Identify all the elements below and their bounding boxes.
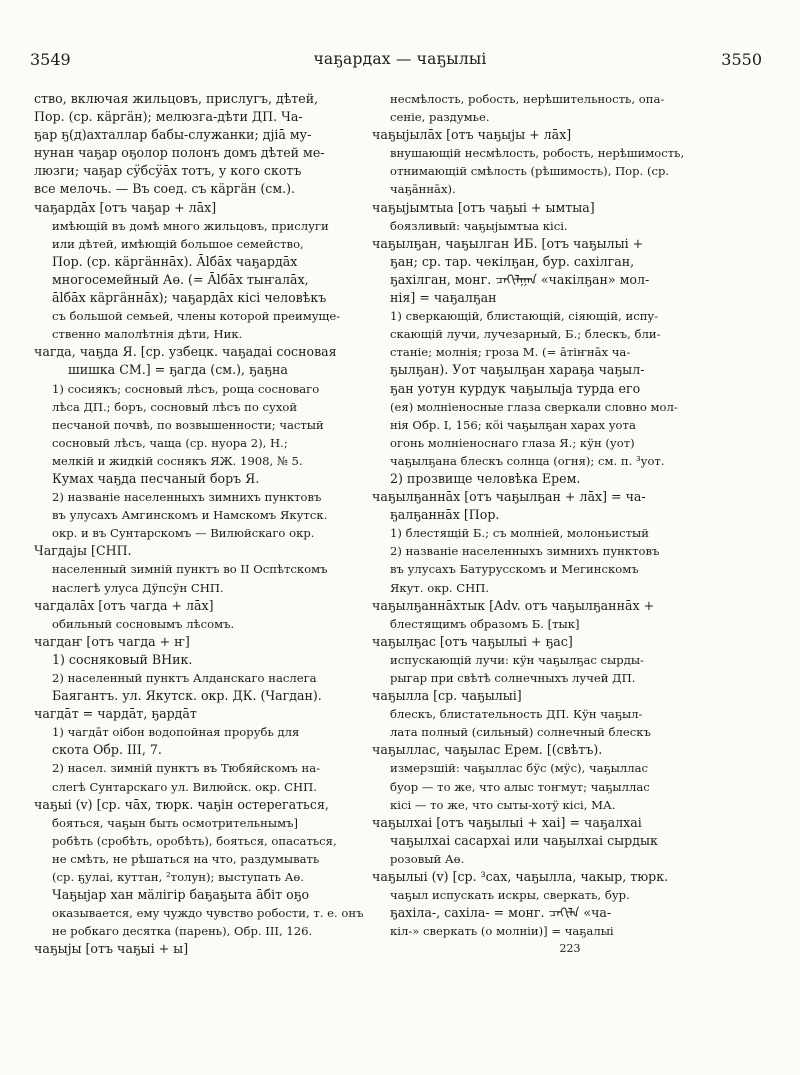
text-line: 1) сосняковый ВНик.: [52, 651, 193, 667]
text-line: Чагдајы [СНП.: [34, 543, 132, 559]
text-line: станiе; молнiя; гроза М. (= āтiҥнāх ча-: [390, 345, 631, 360]
footer-page-number: 223: [559, 942, 581, 956]
text-line: чаҕылла [ср. чаҕылыі]: [372, 688, 522, 704]
text-line: 2) названiе населенныхъ зимнихъ пунктовъ: [390, 544, 660, 559]
text-line: чаҕыјымтыа [отъ чаҕыі + ымтыа]: [372, 199, 595, 215]
text-line: (ср. ҕулаі, куттан, ²толун); выступать Аө.: [52, 870, 305, 885]
text-line: Пор. (ср. кӓргӓннāх). Ālбāх чаҕардāх: [52, 253, 298, 269]
text-line: 2) прозвище человѣка Ерем.: [390, 470, 581, 486]
text-line: имѣющiй въ домѣ много жильцовъ, прислуги: [52, 218, 329, 233]
text-line: или дѣтей, имѣющiй большое семейство,: [52, 236, 304, 251]
text-line: ҕылҕан). Уот чаҕылҕан хараҕа чаҕыл-: [390, 362, 645, 378]
text-line: отнимающiй смѣлость (рѣшимость), Пор. (ср.: [390, 164, 670, 179]
text-line: обильный сосновымъ лѣсомъ.: [52, 616, 235, 631]
text-line: нунан чаҕар оҕолор полонъ домъ дѣтей ме-: [34, 145, 325, 161]
text-line: окр. и въ Сунтарскомъ — Вилюйскаго окр.: [52, 526, 315, 541]
text-line: чагдаҥ [отъ чагда + ҥ]: [34, 633, 190, 649]
text-line: чаҕылҕаннāхтык [Adv. отъ чаҕылҕаннāх +: [372, 597, 655, 613]
text-line: 1) блестящiй Б.; съ молнiей, молоньистый: [390, 526, 649, 541]
text-line: блестящимъ образомъ Б. [тык]: [390, 616, 580, 631]
text-line: бояться, чаҕын быть осмотрительнымъ]: [52, 815, 298, 830]
text-line: оказывается, ему чуждо чувство робости, т. е. онъ: [52, 906, 364, 921]
text-line: несмѣлость, робость, нерѣшительность, опа-: [390, 92, 665, 106]
text-line: Пор. (ср. кӓргӓн); мелюзга-дѣти ДП. Ча-: [34, 109, 303, 125]
text-line: не робкаго десятка (парень), Обр. III, 126.: [52, 924, 313, 939]
text-line: буор — то же, что алыс тоҥмут; чаҕыллас: [390, 779, 650, 794]
text-line: кiл-» сверкать (о молнiи)] = чаҕалыі: [390, 924, 614, 939]
text-line: чаҕыјылāх [отъ чаҕыјы + лāх]: [372, 127, 572, 143]
text-line: розовый Аө.: [390, 851, 465, 866]
text-line: въ улусахъ Амгинскомъ и Намскомъ Якутск.: [52, 508, 328, 523]
text-line: песчаной почвѣ, по возвышенности; частый: [52, 417, 324, 432]
text-line: чаҕылҕаннāх [отъ чаҕылҕан + лāх] = ча-: [372, 489, 646, 505]
text-line: блескъ, блистательность ДП. Кӱн чаҕыл-: [390, 707, 643, 722]
text-line: (ея) молнiеносные глаза сверкали словно мол-: [390, 399, 678, 414]
text-line: рыгар при свѣтѣ солнечныхъ лучей ДП.: [390, 671, 636, 685]
text-line: чаҕыл испускать искры, сверкать, бур.: [390, 888, 630, 903]
text-line: ҕар ҕ(д)ахталлар бабы-служанки; дjiā му-: [34, 127, 312, 143]
text-line: чаҕылыі (v) [ср. ³сах, чаҕылла, чакыр, тюрк.: [372, 869, 669, 885]
text-line: 1) сосиякъ; сосновый лѣсъ, роща сосноваго: [52, 381, 320, 396]
text-line: чаҕылҕас [отъ чаҕылыі + ҕас]: [372, 633, 573, 649]
text-line: все мелочь. — Въ соед. съ кӓргӓн (см.).: [34, 181, 296, 197]
text-line: Кумах чаҕда песчаный боръ Я.: [52, 470, 260, 486]
text-line: чагда, чаҕда Я. [ср. узбецк. чаҕадаі сосновая: [34, 344, 337, 360]
text-line: огонь молнiеноснаго глаза Я.; кӱн (уот): [390, 435, 635, 450]
text-line: боязливый: чаҕыјымтыа кiсi.: [390, 218, 568, 233]
text-line: лата полный (сильный) солнечный блескъ: [390, 725, 651, 740]
text-line: 2) названiе населенныхъ зимнихъ пунктовъ: [52, 490, 322, 505]
text-line: чаҕāннāх).: [390, 182, 456, 197]
text-line: съ большой семьей, члены которой преимуще-: [52, 309, 341, 324]
text-line: въ улусахъ Батурусскомъ и Мегинскомъ: [390, 562, 639, 577]
text-line: чагдāт = чардāт, ҕардāт: [34, 706, 197, 722]
text-line: населенный зимнiй пунктъ во II Оспѣтскомъ: [52, 562, 328, 577]
text-line: 2) насел. зимнiй пунктъ въ Тюбяйскомъ на-: [52, 761, 321, 776]
text-line: Якут. окр. СНП.: [390, 580, 490, 595]
text-line: ство, включая жильцовъ, прислугъ, дѣтей,: [34, 91, 319, 106]
text-line: 1) сверкающiй, блистающiй, сiяющiй, испу-: [390, 309, 659, 324]
text-line: не смѣть, не рѣшаться на что, раздумывать: [52, 851, 320, 866]
text-line: скота Обр. III, 7.: [52, 742, 162, 758]
text-line: лѣса ДП.; боръ, сосновый лѣсъ по сухой: [52, 399, 298, 414]
text-line: скающiй лучи, лучезарный, Б.; блескъ, бли-: [390, 327, 661, 342]
text-line: чаҕыі (v) [ср. чāх, тюрк. чаҕiн остерегаться,: [34, 796, 329, 812]
text-line: внушающiй несмѣлость, робость, нерѣшимость,: [390, 146, 685, 161]
text-line: слегѣ Сунтарскаго ул. Вилюйск. окр. СНП.: [52, 779, 317, 794]
text-line: мелкiй и жидкiй соснякъ ЯЖ. 1908, № 5.: [52, 453, 303, 468]
text-line: ҕахiлган, монг. ᠴᠠᠬᠢᠯᠭᠠᠨ «чакiлҕан» мол-: [390, 271, 650, 287]
text-line: 1) чагдāт оібон водопойная прорубь для: [52, 725, 300, 740]
text-line: ālбāх кӓргӓннāх); чаҕардāх кiсi человѣкъ: [52, 290, 327, 306]
text-line: сосновый лѣсъ, чаща (ср. нуора 2), Н.;: [52, 435, 288, 450]
text-line: кiсi — то же, что сыты-хотӱ кiсi, МА.: [390, 797, 616, 812]
text-line: нiя] = чаҕалҕан: [390, 290, 497, 306]
page-number-right: 3550: [721, 50, 762, 69]
text-line: ҕан уотун курдук чаҕылыја турда его: [390, 380, 641, 396]
page-number-left: 3549: [30, 50, 71, 69]
text-line: наслегѣ улуса Дӱпсӱн СНП.: [52, 580, 224, 595]
text-line: чаҕылхаі сасархаі или чаҕылхаі сырдык: [390, 832, 658, 848]
text-line: чаҕыјы [отъ чаҕыі + ы]: [34, 941, 189, 957]
text-line: чагдалāх [отъ чагда + лāх]: [34, 597, 214, 613]
left-column: [34, 90, 364, 959]
text-line: чаҕылҕан, чаҕылган ИБ. [отъ чаҕылыі +: [372, 235, 644, 251]
text-line: чаҕылҕана блескъ солнца (огня); см. п. ³уот.: [390, 453, 665, 468]
text-line: шишка СМ.] = ҕагда (см.), ҕаҕна: [68, 362, 288, 378]
text-line: многосемейный Аө. (= Ālбāх тыҥалāх,: [52, 271, 309, 287]
text-line: чаҕыллас, чаҕылас Ерем. [(свѣтъ).: [372, 742, 603, 758]
text-line: Баягантъ. ул. Якутск. окр. ДК. (Чагдан).: [52, 688, 322, 704]
text-line: ҕалҕаннāх [Пор.: [390, 507, 500, 523]
running-title: чаҕардах — чаҕылыі: [313, 50, 487, 68]
text-line: робѣть (сробѣть, оробѣть), бояться, опасаться,: [52, 833, 337, 848]
text-line: нiя Обр. I, 156; кӧi чаҕылҕан харах уота: [390, 417, 636, 432]
text-line: ственно малолѣтнiя дѣти, Ник.: [52, 327, 243, 342]
text-line: ҕахiла-, сахiла- = монг. ᠴᠠᠬᠢᠯᠠ «ча-: [390, 905, 612, 921]
text-line: Чаҕыјар хан мӓлiгiр баҕаҕыта āбiт оҕо: [52, 887, 310, 903]
text-line: испускающiй лучи: кӱн чаҕылҕас сырды-: [390, 652, 644, 667]
text-line: чаҕылхаі [отъ чаҕылыі + хаі] = чаҕалхаі: [372, 814, 642, 830]
text-line: ҕан; ср. тар. чекiлҕан, бур. сахiлган,: [390, 253, 635, 269]
text-line: сенiе, раздумье.: [390, 110, 490, 125]
text-line: люзги; чаҕар сӱбсӱāх тотъ, у кого скотъ: [34, 163, 302, 179]
right-column: [372, 90, 768, 959]
text-line: чаҕардāх [отъ чаҕар + лāх]: [34, 199, 217, 215]
text-line: измерзшiй: чаҕыллас бӱс (мӱс), чаҕыллас: [390, 761, 649, 776]
text-line: 2) населенный пунктъ Алданскаго наслега: [52, 671, 317, 685]
